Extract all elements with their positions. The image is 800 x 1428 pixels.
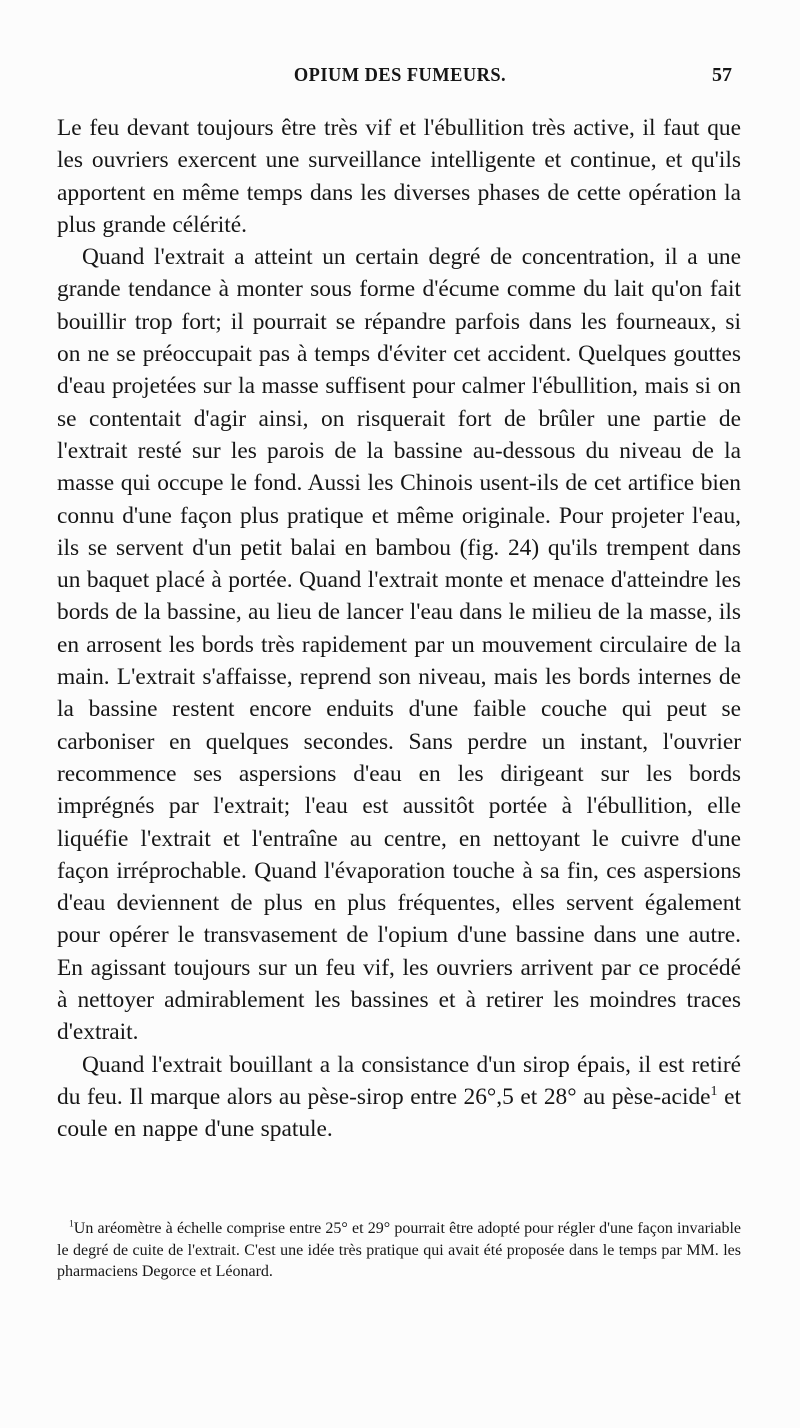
footnote-reference: 1 (710, 1083, 718, 1100)
paragraph-1: Le feu devant toujours être très vif et l'ébullition très active, il faut que les ouvriers exercent une surveillance intelligente et continue, et qu'ils apportent en même temps dans les diverses phases de cette opération la plus grande célérité. (57, 115, 741, 238)
body-text (57, 112, 741, 1146)
footnote-text: Un aréomètre à échelle comprise entre 25° et 29° pourrait être adopté pour régler d'une façon invariable le degré de cuite de l'extrait. C'est une idée très pratique qui avait été proposée dans le temps par MM. les pharmaciens Degorce et Léonard. (57, 1220, 741, 1280)
paragraph-3 (57, 1049, 741, 1146)
paragraph-2: Quand l'extrait a atteint un certain degré de concentration, il a une grande tendance à monter sous forme d'écume comme du lait qu'on fait bouillir trop fort; il pourrait se répandre parfois dans les fourneaux, si on ne se préoccupait pas à temps d'éviter cet accident. Quelques gouttes d'eau projetées sur la masse suffisent pour calmer l'ébullition, mais si on se contentait d'agir ainsi, on risquerait fort de brûler une partie de l'extrait resté sur les parois de la bassine au-dessous du niveau de la masse qui occupe le fond. Aussi les Chinois usent-ils de cet artifice bien connu d'une façon plus pratique et même originale. Pour projeter l'eau, ils se servent d'un petit balai en bambou (fig. 24) qu'ils trempent dans un baquet placé à portée. Quand l'extrait monte et menace d'atteindre les bords de la bassine, au lieu de lancer l'eau dans le milieu de la masse, ils en arrosent les bords très rapidement par un mouvement circulaire de la main. L'extrait s'affaisse, reprend son niveau, mais les bords internes de la bassine restent encore enduits d'une faible couche qui peut se carboniser en quelques secondes. Sans perdre un instant, l'ouvrier recommence ses aspersions d'eau en les dirigeant sur les bords imprégnés par l'extrait; l'eau est aussitôt portée à l'ébullition, elle liquéfie l'extrait et l'entraîne au centre, en nettoyant le cuivre d'une façon irréprochable. Quand l'évaporation touche à sa fin, ces aspersions d'eau deviennent de plus en plus fréquentes, elles servent également pour opérer le transvasement de l'opium d'une bassine dans une autre. En agissant toujours sur un feu vif, les ouvriers arrivent par ce procédé à nettoyer admirablement les bassines et à retirer les moindres traces d'extrait. (57, 244, 741, 1046)
page-number: 57 (712, 64, 732, 86)
paragraph-3-text-after-note: et coule en nappe d'une spatule. (57, 1083, 742, 1143)
footnote (57, 1218, 741, 1283)
running-title: OPIUM DES FUMEURS. (293, 64, 507, 86)
footnote-paragraph (57, 1218, 741, 1283)
page-header (62, 64, 738, 104)
paragraph-3-text-before-note: Quand l'extrait bouillant a la consistance d'un sirop épais, il est retiré du feu. Il marque alors au pèse-sirop entre 26°,5 et 28° au pèse-acide (57, 1051, 741, 1110)
footnote-mark: 1 (69, 1218, 74, 1230)
